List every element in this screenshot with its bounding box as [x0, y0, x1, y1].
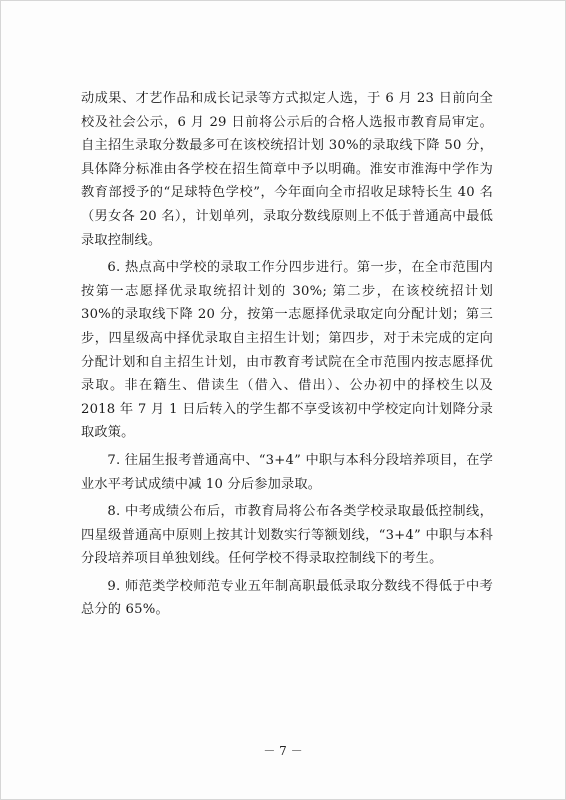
paragraph-item-7: 7. 往届生报考普通高中、“3+4” 中职与本科分段培养项目，在学业水平考试成绩中减 10 分后参加录取。	[81, 452, 493, 492]
page-number: － 7 －	[263, 744, 303, 758]
paragraph-item-9: 9. 师范类学校师范专业五年制高职最低录取分数线不得低于中考总分的 65%。	[81, 578, 493, 618]
paragraph-item-6: 6. 热点高中学校的录取工作分四步进行。第一步，在全市范围内按第一志愿择优录取统招计划的 30%; 第二步，在该校统招计划 30%的录取线下降 20 分，按第一志愿择优录取定向分配计划；第三步，四星级高中择优录取自主招生计划；第四步，对于未完成的定向分配计划和自主招生计划，由市教育考试院在全市范围内按志愿择优录取。非在籍生、借读生（借入、借出）、公办初中的择校生以及 2018 年 7 月 1 日后转入的学生都不享受该初中学校定向计划降分录取政策。	[81, 260, 493, 441]
paragraph-continuation: 动成果、才艺作品和成长记录等方式拟定人选，于 6 月 23 日前向全校及社会公示，6 月 29 日前将公示后的合格人选报市教育局审定。自主招生录取分数最多可在该校统招计划 30%的录取线下降 50 分，具体降分标准由各学校在招生简章中予以明确。淮安市淮海中学作为教育部授予的“足球特色学校”，今年面向全市招收足球特长生 40 名（男女各 20 名），计划单列，录取分数线原则上不低于普通高中最低录取控制线。	[81, 91, 493, 248]
document-body	[81, 87, 493, 626]
paragraph-item-8: 8. 中考成绩公布后，市教育局将公布各类学校录取最低控制线，四星级普通高中原则上按其计划数实行等额划线，“3+4” 中职与本科分段培养项目单独划线。任何学校不得录取控制线下的考生。	[81, 504, 493, 567]
